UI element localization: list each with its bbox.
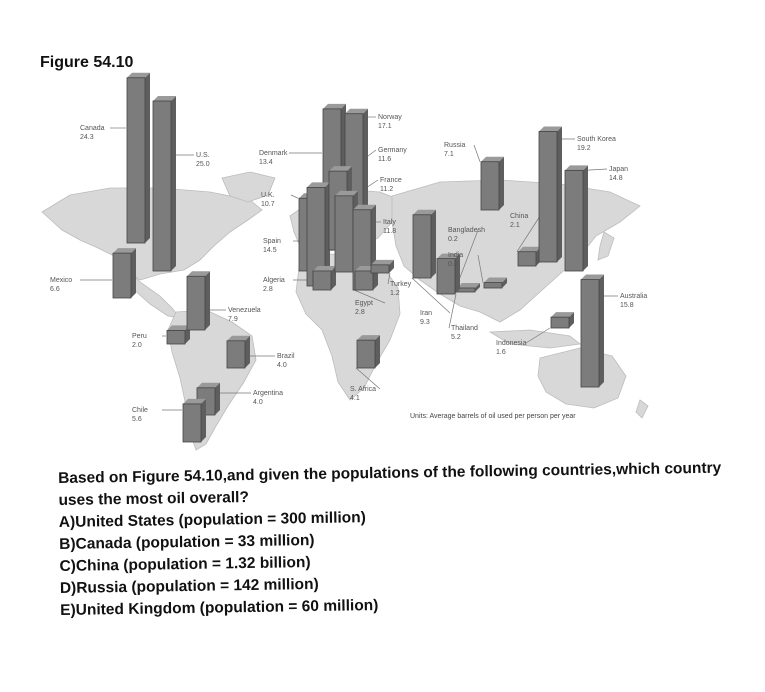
bar-front bbox=[565, 170, 583, 271]
value-label-thailand: 5.2 bbox=[451, 334, 461, 341]
bar-turkey bbox=[371, 260, 394, 273]
bar-side bbox=[145, 73, 150, 243]
value-label-south-korea: 19.2 bbox=[577, 145, 591, 152]
value-label-germany: 11.6 bbox=[378, 156, 392, 163]
country-label-india: India bbox=[448, 252, 464, 259]
bar-front bbox=[413, 215, 431, 278]
value-label-italy: 11.8 bbox=[383, 228, 397, 235]
value-label-algeria: 2.8 bbox=[263, 286, 273, 293]
value-label-spain: 14.5 bbox=[263, 247, 277, 254]
question-block bbox=[58, 457, 740, 622]
country-label-south-korea: South Korea bbox=[577, 136, 616, 143]
country-label-russia: Russia bbox=[444, 142, 466, 149]
value-label-egypt: 2.8 bbox=[355, 309, 365, 316]
value-label-brazil: 4.0 bbox=[277, 362, 287, 369]
leader-line-russia bbox=[474, 145, 480, 162]
bar-side bbox=[215, 383, 220, 415]
bar-side bbox=[375, 335, 380, 368]
question-stem: Based on Figure 54.10,and given the populations of the following countries,which country uses the most oil overall? bbox=[58, 459, 722, 509]
bar-side bbox=[499, 157, 504, 210]
bar-front bbox=[355, 271, 373, 290]
value-label-turkey: 1.2 bbox=[390, 290, 400, 297]
country-label-germany: Germany bbox=[378, 147, 407, 154]
bar-side bbox=[583, 165, 588, 271]
bar-side bbox=[205, 271, 210, 330]
country-label-australia: Australia bbox=[620, 293, 648, 300]
option-letter: A) bbox=[58, 513, 76, 531]
country-label-peru: Peru bbox=[132, 333, 147, 340]
bar-chile bbox=[183, 399, 206, 442]
bar-iran bbox=[413, 210, 436, 278]
bar-thailand bbox=[437, 254, 460, 294]
option-text: Canada (population = 33 million) bbox=[75, 531, 315, 553]
japan-shape bbox=[598, 232, 614, 260]
option-text: United Kingdom (population = 60 million) bbox=[75, 596, 379, 619]
country-label-u-k: U.K. bbox=[261, 192, 275, 199]
bar-side bbox=[245, 336, 250, 368]
country-label-norway: Norway bbox=[378, 114, 402, 121]
value-label-france: 11.2 bbox=[380, 186, 394, 193]
bar-side bbox=[431, 210, 436, 278]
bar-algeria bbox=[313, 266, 336, 290]
bar-front bbox=[551, 317, 569, 328]
value-label-bangladesh: 0.2 bbox=[448, 236, 458, 243]
bar-front bbox=[227, 341, 245, 368]
bar-canada bbox=[127, 73, 150, 243]
country-label-algeria: Algeria bbox=[263, 277, 285, 284]
bar-front bbox=[539, 131, 557, 262]
value-label-chile: 5.6 bbox=[132, 416, 142, 423]
bar-front bbox=[357, 340, 375, 368]
country-label-s-africa: S. Africa bbox=[350, 386, 377, 393]
bar-side bbox=[557, 126, 562, 262]
bar-side bbox=[201, 399, 206, 442]
value-label-canada: 24.3 bbox=[80, 134, 94, 141]
bar-front bbox=[167, 330, 185, 344]
bar-front bbox=[127, 78, 145, 243]
bar-front bbox=[153, 101, 171, 271]
option-letter: E) bbox=[60, 601, 76, 619]
value-label-peru: 2.0 bbox=[132, 342, 142, 349]
bar-mexico bbox=[113, 248, 136, 298]
bar-side bbox=[599, 275, 604, 387]
option-letter: D) bbox=[59, 579, 77, 597]
oil-consumption-map-chart bbox=[0, 60, 765, 460]
value-label-argentina: 4.0 bbox=[253, 399, 263, 406]
bar-u-s bbox=[153, 96, 176, 271]
value-label-iran: 9.3 bbox=[420, 319, 430, 326]
north-america-shape bbox=[42, 188, 262, 280]
bar-front bbox=[113, 253, 131, 298]
bar-front bbox=[518, 252, 536, 266]
value-label-s-africa: 4.1 bbox=[350, 395, 360, 402]
bar-peru bbox=[167, 325, 190, 344]
country-label-egypt: Egypt bbox=[355, 300, 373, 307]
option-letter: B) bbox=[59, 535, 76, 553]
country-label-spain: Spain bbox=[263, 238, 281, 245]
bar-front bbox=[581, 280, 599, 387]
figure-title: Figure 54.10 bbox=[40, 54, 134, 71]
country-label-turkey: Turkey bbox=[390, 281, 412, 288]
bar-brazil bbox=[227, 336, 250, 368]
value-label-venezuela: 7.9 bbox=[228, 316, 238, 323]
option-text: United States (population = 300 million) bbox=[75, 509, 366, 531]
value-label-indonesia: 1.6 bbox=[496, 349, 506, 356]
bar-china bbox=[518, 247, 541, 266]
country-label-china: China bbox=[510, 213, 529, 220]
value-label-russia: 7.1 bbox=[444, 151, 454, 158]
bar-japan bbox=[565, 165, 588, 271]
bar-india bbox=[484, 278, 507, 288]
units-note: Units: Average barrels of oil used per person per year bbox=[410, 413, 576, 420]
option-text: Russia (population = 142 million) bbox=[76, 575, 319, 597]
country-label-brazil: Brazil bbox=[277, 353, 295, 360]
value-label-china: 2.1 bbox=[510, 222, 520, 229]
bar-front bbox=[371, 265, 389, 273]
value-label-india: 0.8 bbox=[448, 261, 458, 268]
bar-south-korea bbox=[539, 126, 562, 262]
bar-venezuela bbox=[187, 271, 210, 330]
bar-australia bbox=[581, 275, 604, 387]
country-label-chile: Chile bbox=[132, 407, 148, 414]
bar-side bbox=[131, 248, 136, 298]
country-label-japan: Japan bbox=[609, 166, 629, 173]
bar-side bbox=[171, 96, 176, 271]
bar-front bbox=[481, 162, 499, 210]
country-label-venezuela: Venezuela bbox=[228, 307, 261, 314]
country-label-mexico: Mexico bbox=[50, 277, 73, 284]
country-label-iran: Iran bbox=[420, 310, 433, 317]
bar-front bbox=[335, 196, 353, 272]
country-label-bangladesh: Bangladesh bbox=[448, 227, 485, 234]
bar-front bbox=[183, 404, 201, 442]
country-label-canada: Canada bbox=[80, 125, 105, 132]
value-label-u-s: 25.0 bbox=[196, 161, 210, 168]
option-text: China (population = 1.32 billion) bbox=[75, 554, 311, 575]
country-label-argentina: Argentina bbox=[253, 390, 283, 397]
value-label-japan: 14.8 bbox=[609, 175, 623, 182]
country-label-u-s: U.S. bbox=[196, 152, 210, 159]
value-label-australia: 15.8 bbox=[620, 302, 634, 309]
option-letter: C) bbox=[59, 557, 77, 575]
value-label-denmark: 13.4 bbox=[259, 159, 273, 166]
new-zealand-shape bbox=[636, 400, 648, 418]
bar-front bbox=[313, 271, 331, 290]
country-label-denmark: Denmark bbox=[259, 150, 288, 157]
leader-line-u-k bbox=[291, 195, 298, 198]
country-label-indonesia: Indonesia bbox=[496, 340, 527, 347]
country-label-thailand: Thailand bbox=[451, 325, 478, 332]
bar-s-africa bbox=[357, 335, 380, 368]
bar-indonesia bbox=[551, 312, 574, 328]
value-label-mexico: 6.6 bbox=[50, 286, 60, 293]
bar-front bbox=[484, 283, 502, 288]
value-label-norway: 17.1 bbox=[378, 123, 392, 130]
country-label-france: France bbox=[380, 177, 402, 184]
country-label-italy: Italy bbox=[383, 219, 396, 226]
bar-front bbox=[187, 276, 205, 330]
bar-side bbox=[455, 254, 460, 294]
bar-russia bbox=[481, 157, 504, 210]
value-label-u-k: 10.7 bbox=[261, 201, 275, 208]
